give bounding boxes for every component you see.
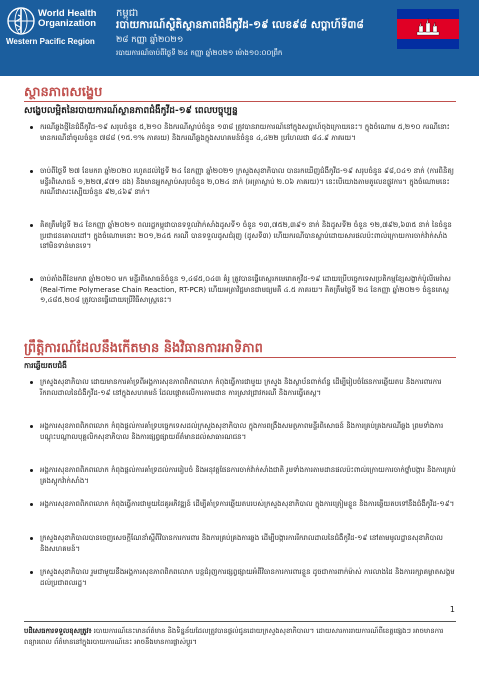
list-item <box>30 220 456 272</box>
list-item-text: អង្គការសុខភាពពិភពលោក កំពុងផ្តល់ការគាំទ្រដល់ការរៀបចំ និងអនុវត្តផែនការចាក់វ៉ាក់សាំងជាតិ រួមទាំងការតាមដានផលប៉ះពាល់ក្រោយការចាក់ថ្នាំបង្ការ និងការគ្រប់គ្រងស្តុកវ៉ាក់សាំង។ <box>40 466 456 485</box>
report-date: ២៨ កញ្ញា ឆ្នាំ២០២១ <box>116 35 184 45</box>
list-item-text: គិតត្រឹមថ្ងៃទី ២៤ ខែកញ្ញា ឆ្នាំ២០២១ ពលរដ្ឋកម្ពុជាបានទទួលវ៉ាក់សាំងដូសទី១ ចំនួន ១៣,៧៥២,៣៩១ នាក់ និងដូសទី២ ចំនួន ១២,៧៩២,៦៣៥ នាក់ នៃចំនួនប្រជាជនគោលដៅ។ ក្នុងចំណោមនោះ ២០១,២៤៥ ករណី បានទទួលដូសជំរុញ (ដូសទី៣) ហើយករណីបានស្លាប់ដោយសារផលប៉ះពាល់ក្រោយការចាក់វ៉ាក់សាំងនៅមិនទាន់មានទេ។ <box>40 221 452 250</box>
bullet-dot <box>30 469 33 472</box>
org-name-line1: World Health <box>38 8 97 19</box>
section-divider <box>24 357 456 358</box>
report-period: របាយការណ៍ចាប់ពីថ្ងៃទី ២៤ កញ្ញា ឆ្នាំ២០២១ ម៉ោង១០:០០ព្រឹក <box>116 49 283 57</box>
bullet-dot <box>30 224 33 227</box>
list-item-text: ក្រសួងសុខាភិបាល ដោយមានការគាំទ្រពីអង្គការសុខភាពពិភពលោក កំពុងធ្វើការជាមួយ ក្រសួង និងស្ថាប័នពាក់ព័ន្ធ ដើម្បីរៀបចំផែនការឆ្លើយតប និងការពារការរីករាលដាលនៃជំងឺកូវីដ-១៩ នៅក្នុងសហគមន៍ ដែលផ្តោតលើការតាមដាន ការស្រាវជ្រាវករណី និងការធ្វើតេស្ត។ <box>40 378 442 397</box>
list-item <box>30 274 456 326</box>
list-item <box>30 377 456 419</box>
list-item-text: ករណីឆ្លងថ្មីនៃជំងឺកូវីដ-១៩ សរុបចំនួន ៥,២១០ និងករណីស្លាប់ចំនួន ១៣៨ ត្រូវបានរាយការណ៍នៅក្នុងសប្តាហ៍ចុងក្រោយនេះ។ ក្នុងចំណោម ៥,២១០ ករណីនោះ មានករណីនាំចូលចំនួន ៧៨៨ (១៥.១% ភាគរយ) និងករណីឆ្លងក្នុងសហគមន៍ចំនួន ៤,៤២២ ប្រហែលជា ៨៤.៩ ភាគរយ។ <box>40 123 450 142</box>
bullet-dot <box>30 381 33 384</box>
disclaimer-footnote <box>24 626 456 648</box>
list-item <box>30 421 456 463</box>
bullet-dot <box>30 170 33 173</box>
list-item <box>30 499 456 531</box>
footer-divider <box>24 621 456 622</box>
report-title: របាយការណ៍ស្ថិតិស្ថានភាពជំងឺកូវីដ-១៩ លេខ៩៨ សប្តាហ៍ទី៣៨ <box>116 19 364 31</box>
section-subtitle-summary: សង្ខេបលម្អិតនៃរបាយការណ៍ស្ថានភាពជំងឺកូវីដ-១៩ ពេលបច្ចុប្បន្ន <box>24 106 238 116</box>
who-logo <box>6 6 106 46</box>
section-label-response: ការឆ្លើយតបជំងឺ <box>24 361 67 370</box>
section-title-events: ព្រឹត្តិការណ៍ដែលនឹងកើតមាន និងវិធានការអាទិភាព <box>24 341 263 356</box>
report-header <box>0 0 479 76</box>
section-divider <box>24 101 456 102</box>
page-number: 1 <box>449 605 455 614</box>
list-item <box>30 166 456 218</box>
disclaimer-text: របាយការណ៍នេះមានព័ត៌មាន និងទិន្នន័យដែលត្រូវបានផ្តល់ជូនដោយក្រសួងសុខាភិបាល។ ដោយសារការរាយការណ៍ពីខេត្តផ្សេងៗ អាចមានការពន្យារពេល ព័ត៌មាននៅក្នុងរបាយការណ៍នេះ អាចនឹងមានការផ្លាស់ប្តូរ។ <box>24 627 444 646</box>
who-emblem-icon <box>6 6 36 36</box>
org-region: Western Pacific Region <box>6 37 95 46</box>
bullet-dot <box>30 503 33 506</box>
list-item-text: ចាប់ពីថ្ងៃទី ២៧ ខែមករា ឆ្នាំ២០២០ រហូតដល់ថ្ងៃទី ២៤ ខែកញ្ញា ឆ្នាំ២០២១ ក្រសួងសុខាភិបាល បានរកឃើញជំងឺកូវីដ-១៩ សរុបចំនួន ៩៨,០៤១ នាក់ (ការពិនិត្យមន្ទីរពិសោធន៍ ១,២២៧,៩៧១ ដង) និងមានអ្នកស្លាប់សរុបចំនួន ២,០២៤ នាក់ (អត្រាស្លាប់ ២.០៦ ភាគរយ)។ នេះបើយោងតាមតួលេខផ្លូវការ។ ក្នុងចំណោមនេះ ករណីជាសះស្បើយចំនួន ៩២,៤៦៩ នាក់។ <box>40 167 454 196</box>
bullet-dot <box>30 126 33 129</box>
bullet-dot <box>30 571 33 574</box>
country-name: កម្ពុជា <box>116 8 139 19</box>
list-item <box>30 122 456 164</box>
disclaimer-label: បដិសេធការទទួលខុសត្រូវ៖ <box>24 627 92 635</box>
bullet-dot <box>30 425 33 428</box>
section-title-situation: ស្ថានភាពសង្ខេប <box>24 85 103 100</box>
list-item-text: ក្រសួងសុខាភិបាលបានចេញសេចក្តីណែនាំស្តីពីវិធានការការពារ និងការគ្រប់គ្រងការឆ្លង ដើម្បីបង្ការការរីករាលដាលនៃជំងឺកូវីដ-១៩ នៅតាមមូលដ្ឋានសុខាភិបាល និងសហគមន៍។ <box>40 534 443 553</box>
list-item-text: ក្រសួងសុខាភិបាល រួមជាមួយនឹងអង្គការសុខភាពពិភពលោក បន្តជំរុញការផ្សព្វផ្សាយអំពីវិធានការការពារខ្លួន ដូចជាការពាក់ម៉ាស់ ការលាងដៃ និងការរក្សាគម្លាតសង្គម ដល់ប្រជាពលរដ្ឋ។ <box>40 568 455 587</box>
bullet-dot <box>30 537 33 540</box>
list-item <box>30 465 456 497</box>
list-item <box>30 533 456 565</box>
list-item-text: អង្គការសុខភាពពិភពលោក កំពុងផ្តល់ការគាំទ្របច្ចេកទេសដល់ក្រសួងសុខាភិបាល ក្នុងការពង្រឹងសមត្ថភាពមន្ទីរពិសោធន៍ និងការគ្រប់គ្រងករណីឆ្លង ព្រមទាំងការបណ្តុះបណ្តាលបុគ្គលិកសុខាភិបាល និងការផ្សព្វផ្សាយព័ត៌មានដល់សាធារណជន។ <box>40 422 444 441</box>
bullet-dot <box>30 278 33 281</box>
list-item <box>30 567 456 599</box>
list-item-text: ចាប់តាំងពីខែមករា ឆ្នាំ២០២០ មក មន្ទីរពិសោធន៍ចំនួន ១,៤៨៥,០៤៣ គំរូ ត្រូវបានធ្វើតេស្តរកមេរោគកូវីដ-១៩ ដោយប្រើបច្ចេកទេសប្រតិកម្មខ្សែសង្វាក់ប៉ូលីមេរ៉ាស (Real-Time Polymerase Chain Reaction, RT-PCR) ហើយអត្រាវិជ្ជមានជាមធ្យមគឺ ៤.៥ ភាគរយ។ គិតត្រឹមថ្ងៃទី ២៤ ខែកញ្ញា ឆ្នាំ២០២១ ចំនួនតេស្ត ១,៤៨៥,២០៨ ត្រូវបានធ្វើដោយប្រើវិធីសាស្ត្រនេះ។ <box>40 275 451 304</box>
list-item-text: អង្គការសុខភាពពិភពលោក កំពុងធ្វើការជាមួយដៃគូអភិវឌ្ឍន៍ ដើម្បីគាំទ្រការឆ្លើយតបរបស់ក្រសួងសុខាភិបាល ក្នុងការត្រៀមខ្លួន និងការឆ្លើយតបទៅនឹងជំងឺកូវីដ-១៩។ <box>40 500 455 508</box>
cambodia-flag-icon <box>397 9 459 49</box>
org-name-line2: Organization <box>38 18 97 29</box>
